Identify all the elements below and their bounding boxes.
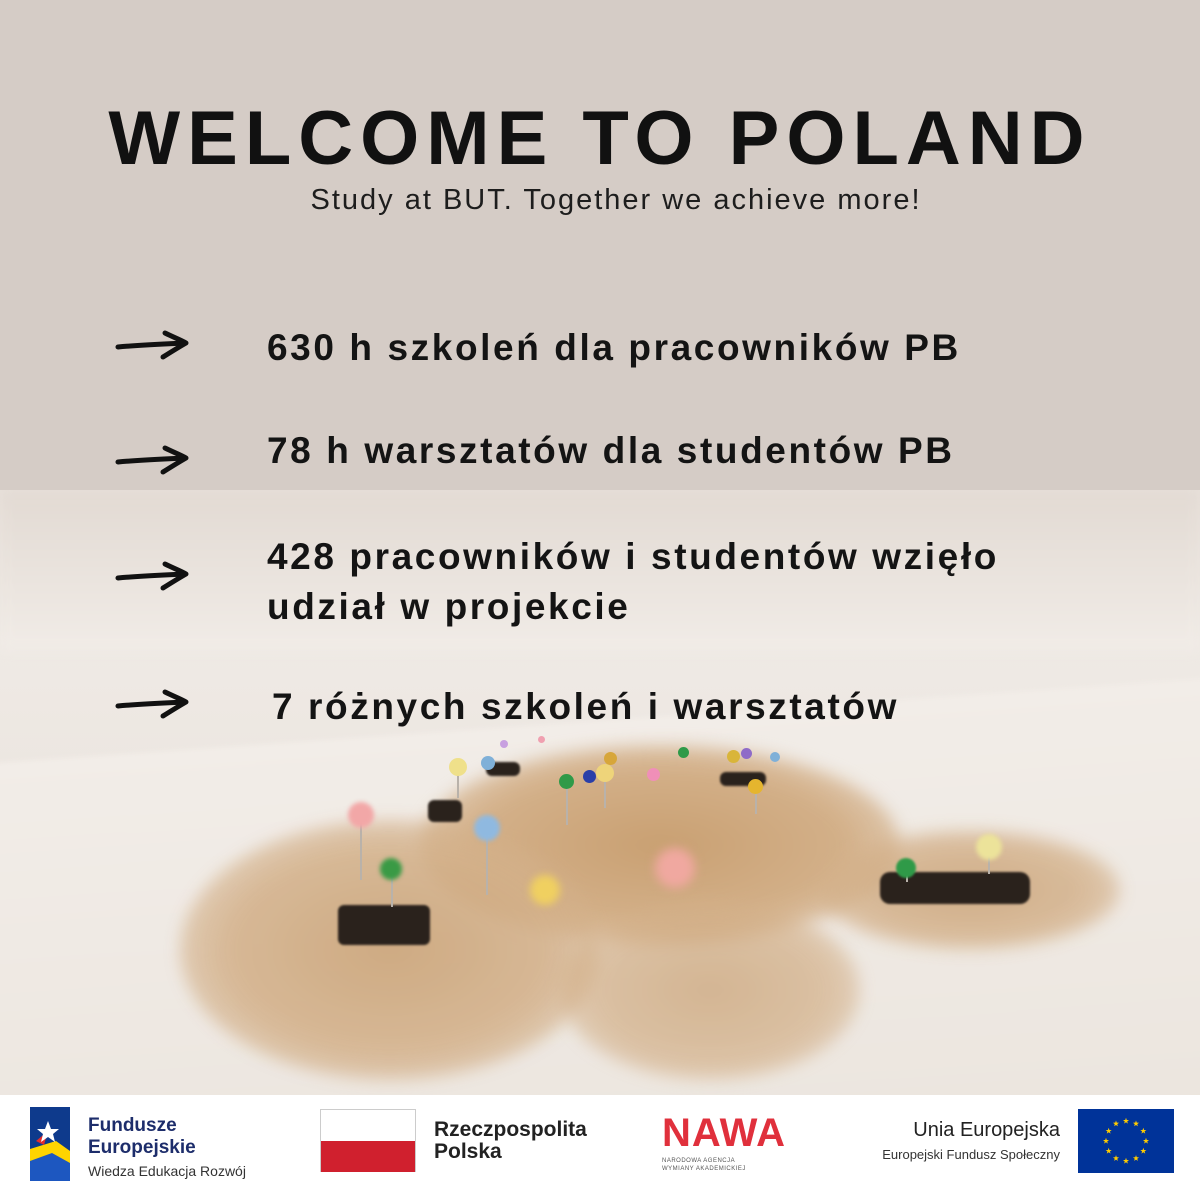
nawa-logo	[660, 1113, 800, 1183]
stat-text: 78 h warsztatów dla studentów PB	[267, 430, 955, 471]
stat-text-line: udział w projekcie	[267, 586, 631, 627]
background-top	[0, 0, 1200, 490]
photo-map-block	[428, 800, 462, 822]
photo-pin	[596, 764, 614, 782]
arrow-right-icon	[115, 558, 191, 592]
photo-pin-stem	[566, 785, 568, 825]
stat-text-line: 428 pracowników i studentów wzięło	[267, 536, 999, 577]
photo-map-land	[560, 900, 860, 1080]
footer-logos	[0, 1095, 1200, 1200]
photo-pin	[741, 748, 752, 759]
photo-map-block	[338, 905, 430, 945]
photo-pin	[678, 747, 689, 758]
photo-pin-stem	[604, 778, 606, 808]
rzeczpospolita-line1: Rzeczpospolita	[434, 1118, 587, 1141]
stat-text	[267, 532, 999, 632]
photo-pin	[748, 779, 763, 794]
photo-pin	[896, 858, 916, 878]
photo-pin	[976, 834, 1002, 860]
polish-flag-icon	[320, 1109, 416, 1172]
stat-text: 7 różnych szkoleń i warsztatów	[272, 686, 899, 727]
photo-pin-stem	[486, 835, 488, 895]
fundusze-europejskie-logo	[26, 1101, 266, 1191]
photo-pin	[538, 736, 545, 743]
photo-pin	[449, 758, 467, 776]
stat-item	[115, 682, 1155, 732]
photo-pin-stem	[360, 820, 362, 880]
rzeczpospolita-line2: Polska	[434, 1140, 502, 1163]
photo-pin	[655, 848, 695, 888]
photo-pin	[559, 774, 574, 789]
photo-pin	[530, 875, 560, 905]
stat-item	[115, 426, 1155, 476]
photo-pin	[348, 802, 374, 828]
nawa-subtitle: NARODOWA AGENCJA WYMIANY AKADEMICKIEJ	[662, 1158, 746, 1172]
photo-pin	[604, 752, 617, 765]
fundusze-tagline: Wiedza Edukacja Rozwój	[88, 1163, 246, 1179]
photo-pin	[474, 815, 500, 841]
arrow-right-icon	[115, 327, 191, 361]
fundusze-europejskie-icon	[26, 1101, 74, 1189]
stat-text: 630 h szkoleń dla pracowników PB	[267, 327, 961, 368]
photo-pin	[500, 740, 508, 748]
photo-pin	[481, 756, 495, 770]
page-title: WELCOME TO POLAND	[108, 96, 1092, 181]
arrow-right-icon	[115, 686, 191, 720]
unia-line1: Unia Europejska	[913, 1119, 1060, 1141]
photo-pin	[770, 752, 780, 762]
photo-pin	[380, 858, 402, 880]
nawa-wordmark: NAWA	[662, 1111, 786, 1155]
eu-flag-icon	[1078, 1109, 1174, 1173]
unia-europejska-logo	[860, 1109, 1180, 1189]
photo-pin	[583, 770, 596, 783]
rzeczpospolita-polska-logo	[320, 1109, 620, 1189]
stat-item	[115, 323, 1155, 373]
page-subtitle: Study at BUT. Together we achieve more!	[310, 184, 922, 216]
unia-line2: Europejski Fundusz Społeczny	[882, 1147, 1060, 1162]
fundusze-line2: Europejskie	[88, 1137, 196, 1158]
stat-item	[115, 532, 1155, 632]
photo-pin	[727, 750, 740, 763]
photo-pin	[647, 768, 660, 781]
fundusze-line1: Fundusze	[88, 1115, 177, 1136]
arrow-right-icon	[115, 442, 191, 476]
